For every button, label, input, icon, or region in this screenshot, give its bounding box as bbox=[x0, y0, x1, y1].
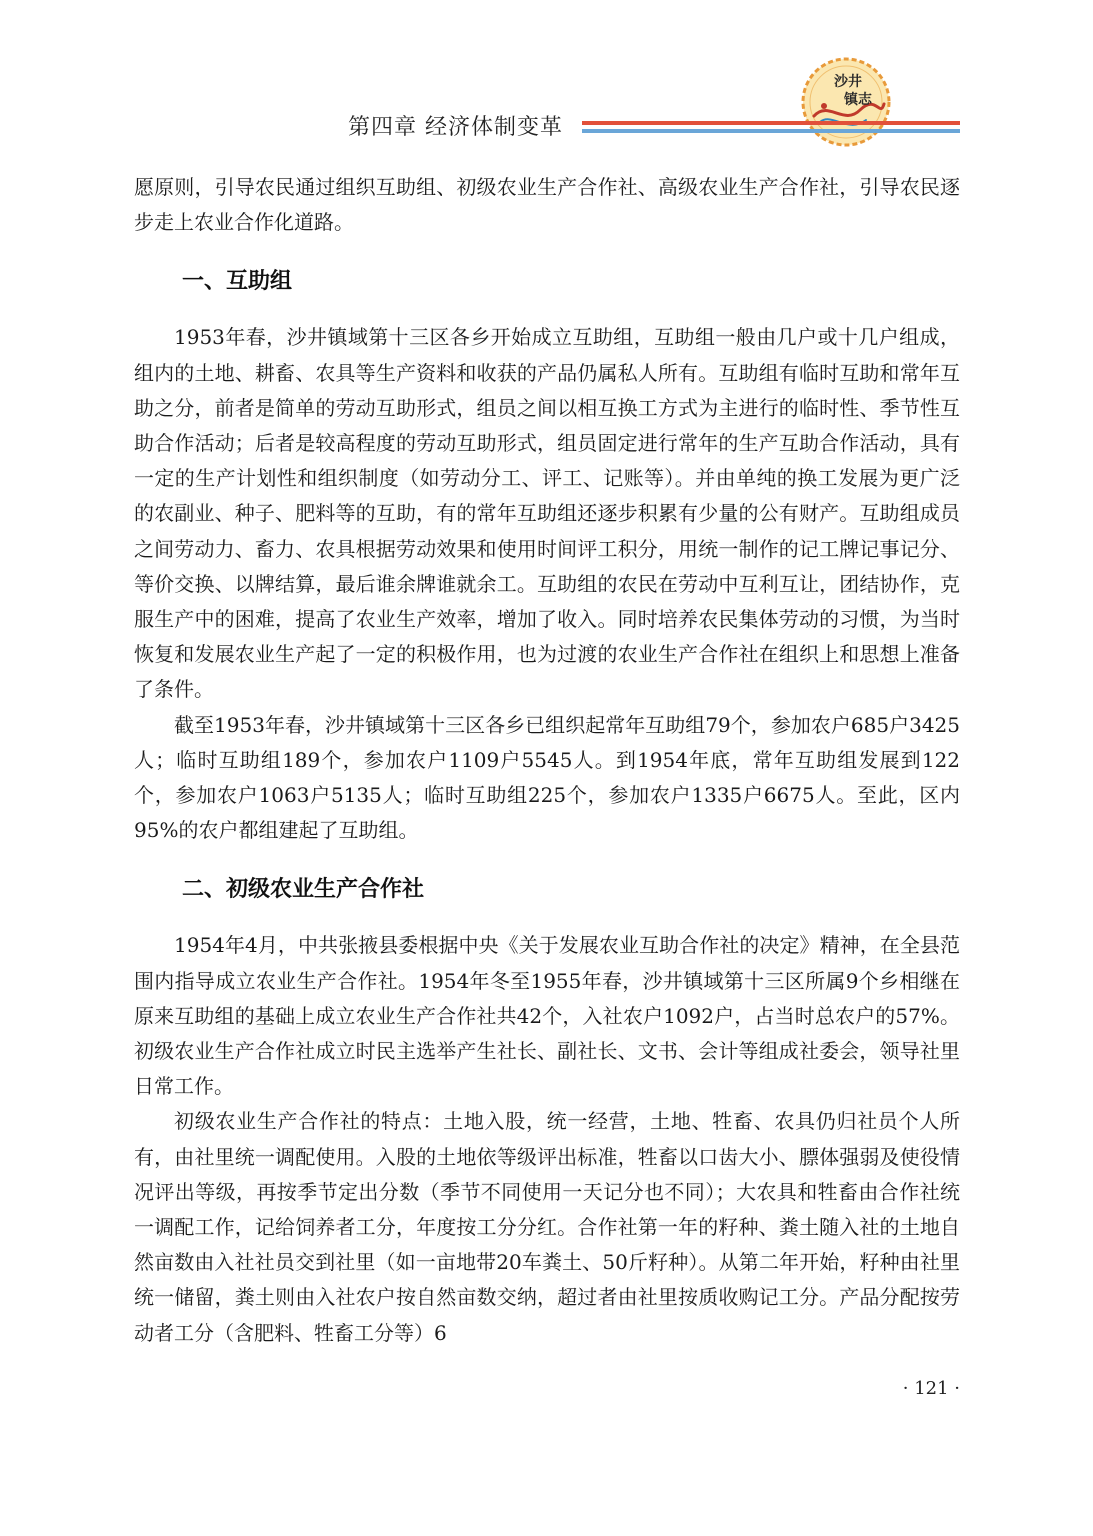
intro-paragraph: 愿原则，引导农民通过组织互助组、初级农业生产合作社、高级农业生产合作社，引导农民逐步走上农业合作化道路。 bbox=[134, 175, 960, 235]
section-heading-primary-cooperatives: 二、初级农业生产合作社 bbox=[182, 877, 425, 903]
seal-text-top: 沙井 bbox=[834, 74, 862, 90]
chapter-title: 第四章 经济体制变革 bbox=[348, 115, 563, 140]
paragraph: 1953年春，沙井镇域第十三区各乡开始成立互助组，互助组一般由几户或十几户组成，组内的土地、耕畜、农具等生产资料和收获的产品仍属私人所有。互助组有临时互助和常年互助之分，前者是简单的劳动互助形式，组员之间以相互换工方式为主进行的临时性、季节性互助合作活动；后者是较高程度的劳动互助形式，组员固定进行常年的生产互助合作活动，具有一定的生产计划性和组织制度（如劳动分工、评工、记账等）。并由单纯的换工发展为更广泛的农副业、种子、肥料等的互助，有的常年互助组还逐步积累有少量的公有财产。互助组成员之间劳动力、畜力、农具根据劳动效果和使用时间评工积分，用统一制作的记工牌记事记分、等价交换、以牌结算，最后谁余牌谁就余工。互助组的农民在劳动中互利互让，团结协作，克服生产中的困难，提高了农业生产效率，增加了收入。同时培养农民集体劳动的习惯，为当时恢复和发展农业生产起了一定的积极作用，也为过渡的农业生产合作社在组织上和思想上准备了条件。 bbox=[134, 325, 960, 702]
page-body bbox=[134, 170, 960, 1351]
page-header bbox=[0, 0, 1093, 150]
page-number: · 121 · bbox=[902, 1378, 960, 1399]
paragraph: 初级农业生产合作社的特点：土地入股，统一经营，土地、牲畜、农具仍归社员个人所有，由社里统一调配使用。入股的土地依等级评出标准，牲畜以口齿大小、膘体强弱及使役情况评出等级，再按季节定出分数（季节不同使用一天记分也不同）；大农具和牲畜由合作社统一调配工作，记给饲养者工分，年度按工分分红。合作社第一年的籽种、粪土随入社的土地自然亩数由入社社员交到社里（如一亩地带20车粪土、50斤籽种）。从第二年开始，籽种由社里统一储留，粪土则由入社农户按自然亩数交纳，超过者由社里按质收购记工分。产品分配按劳动者工分（含肥料、牲畜工分等）6 bbox=[134, 1109, 960, 1345]
header-rule-red bbox=[582, 121, 960, 125]
paragraph: 1954年4月，中共张掖县委根据中央《关于发展农业互助合作社的决定》精神，在全县范围内指导成立农业生产合作社。1954年冬至1955年春，沙井镇域第十三区所属9个乡相继在原来互助组的基础上成立农业生产合作社共42个，入社农户1092户，占当时总农户的57%。初级农业生产合作社成立时民主选举产生社长、副社长、文书、会计等组成社委会，领导社里日常工作。 bbox=[134, 933, 960, 1099]
paragraph: 截至1953年春，沙井镇域第十三区各乡已组织起常年互助组79个，参加农户685户3425人；临时互助组189个，参加农户1109户5545人。到1954年底，常年互助组发展到122个，参加农户1063户5135人；临时互助组225个，参加农户1335户6675人。至此，区内95%的农户都组建起了互助组。 bbox=[134, 712, 960, 843]
header-rule-blue bbox=[582, 129, 960, 133]
town-chronicle-seal-logo bbox=[800, 56, 892, 148]
section-heading-mutual-aid-groups: 一、互助组 bbox=[182, 269, 293, 295]
seal-text-bottom: 镇志 bbox=[844, 92, 872, 108]
